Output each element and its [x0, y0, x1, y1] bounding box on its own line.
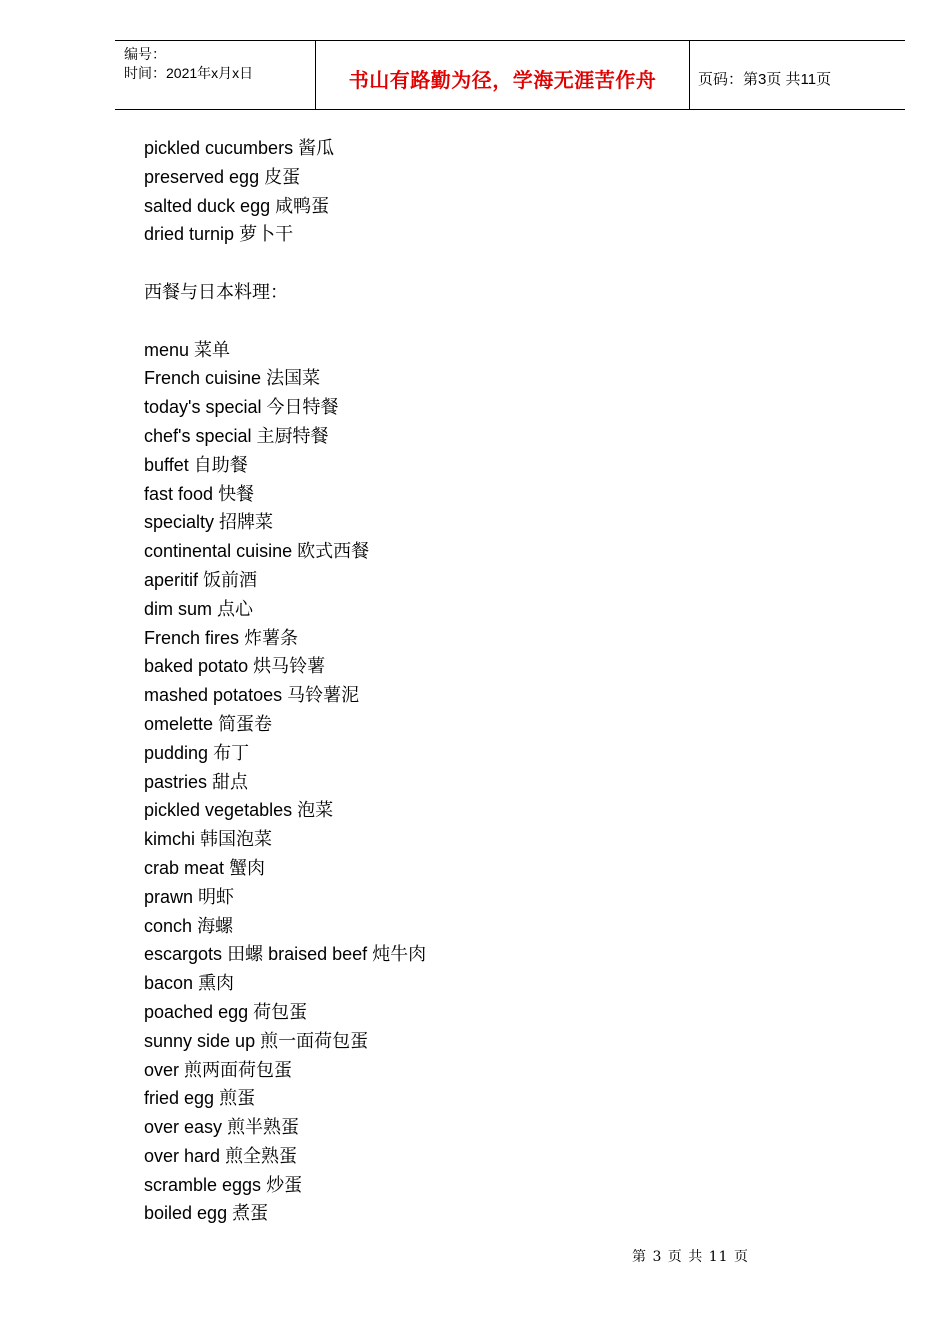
list-item: [144, 1171, 426, 1200]
term-cn: 蟹肉: [229, 857, 266, 879]
term-en: continental cuisine: [144, 541, 293, 562]
term-cn: 煎全熟蛋: [225, 1145, 298, 1167]
page-footer: 第 3 页 共 11 页: [632, 1249, 749, 1265]
section-title: [144, 278, 426, 307]
list-item: [144, 796, 426, 825]
list-item: [144, 393, 426, 422]
list-item: [144, 192, 426, 221]
term-cn: 招牌菜: [219, 512, 274, 534]
time-label: 时间：2021年x月x日: [124, 65, 254, 81]
list-item: [144, 1199, 426, 1228]
list-item: [144, 998, 426, 1027]
spacer: [144, 249, 426, 278]
list-item: [144, 710, 426, 739]
term-en: dried turnip: [144, 224, 235, 245]
page-header: [115, 40, 905, 110]
term-cn: 菜单: [194, 339, 231, 361]
list-item: [144, 1113, 426, 1142]
list-item: [144, 652, 426, 681]
list-item: [144, 451, 426, 480]
term-cn: 简蛋卷: [218, 713, 273, 735]
term-cn: 海螺: [197, 915, 234, 937]
header-motto: 书山有路勤为径，学海无涯苦作舟: [348, 69, 657, 92]
term-en: mashed potatoes: [144, 685, 283, 706]
term-en: omelette: [144, 713, 214, 734]
list-item: [144, 537, 426, 566]
list-item: [144, 336, 426, 365]
list-item: [144, 854, 426, 883]
term-cn: 田螺: [227, 944, 264, 966]
term-en: today's special: [144, 397, 262, 418]
term-cn: 皮蛋: [264, 166, 301, 188]
term-cn: 荷包蛋: [253, 1001, 308, 1023]
list-item: [144, 422, 426, 451]
term-cn: 甜点: [212, 771, 249, 793]
list-item: [144, 825, 426, 854]
term-en: fried egg: [144, 1088, 215, 1109]
term-cn: 萝卜干: [239, 224, 294, 246]
list-item: [144, 739, 426, 768]
term-en: baked potato: [144, 656, 249, 677]
term-en: pickled cucumbers: [144, 138, 294, 158]
term-en: conch: [144, 915, 193, 936]
term-en: pastries: [144, 771, 208, 792]
list-item: [144, 566, 426, 595]
term-cn: 炖牛肉: [372, 944, 427, 966]
term-en: poached egg: [144, 1001, 249, 1022]
section-title-text: 西餐与日本料理：: [144, 281, 288, 303]
term-cn: 煮蛋: [232, 1203, 269, 1225]
list-item: [144, 912, 426, 941]
list-item: [144, 624, 426, 653]
term-cn: 法国菜: [266, 368, 321, 390]
term-en: crab meat: [144, 857, 225, 878]
term-cn: 韩国泡菜: [200, 829, 273, 851]
term-en: preserved egg: [144, 166, 260, 187]
list-item: [144, 1084, 426, 1113]
term-cn: 炒蛋: [266, 1174, 303, 1196]
term-cn: 烘马铃薯: [253, 656, 326, 678]
term-cn: 煎半熟蛋: [227, 1117, 300, 1139]
term-en: sunny side up: [144, 1030, 256, 1051]
term-en: braised beef: [268, 944, 368, 965]
spacer: [144, 307, 426, 336]
term-cn: 煎蛋: [219, 1088, 256, 1110]
term-en: French fires: [144, 627, 240, 648]
term-en: aperitif: [144, 569, 199, 590]
term-cn: 布丁: [213, 742, 250, 764]
term-en: scramble eggs: [144, 1174, 262, 1195]
term-cn: 马铃薯泥: [287, 685, 360, 707]
list-item: [144, 768, 426, 797]
list-item: [144, 480, 426, 509]
term-cn: 煎一面荷包蛋: [260, 1030, 369, 1052]
term-en: over: [144, 1059, 180, 1080]
list-item: [144, 681, 426, 710]
term-cn: 点心: [217, 598, 254, 620]
term-en: fast food: [144, 483, 214, 504]
term-en: salted duck egg: [144, 195, 271, 216]
number-label: 编号：: [124, 46, 166, 62]
term-cn: 欧式西餐: [297, 541, 370, 563]
term-cn: 熏肉: [198, 973, 235, 995]
term-en: menu: [144, 339, 190, 360]
term-en: bacon: [144, 973, 194, 994]
term-en: French cuisine: [144, 368, 262, 389]
vocabulary-list: [144, 134, 426, 1228]
term-cn: 煎两面荷包蛋: [184, 1059, 293, 1081]
list-item: [144, 1056, 426, 1085]
term-cn: 泡菜: [297, 800, 334, 822]
term-cn: 主厨特餐: [256, 425, 329, 447]
term-en: over hard: [144, 1145, 221, 1166]
list-item: [144, 1027, 426, 1056]
term-cn: 饭前酒: [203, 569, 258, 591]
term-en: buffet: [144, 454, 189, 475]
list-item: [144, 508, 426, 537]
list-item: [144, 364, 426, 393]
term-en: specialty: [144, 512, 215, 533]
term-cn: 快餐: [218, 483, 255, 505]
term-en: over easy: [144, 1117, 223, 1138]
term-cn: 酱瓜: [298, 138, 335, 159]
term-en: pudding: [144, 742, 209, 763]
list-item: [144, 883, 426, 912]
term-cn: 今日特餐: [266, 397, 339, 419]
term-cn: 明虾: [198, 886, 235, 908]
header-meta: [115, 41, 315, 109]
list-item: [144, 1142, 426, 1171]
list-item: [144, 220, 426, 249]
term-cn: 咸鸭蛋: [275, 195, 330, 217]
term-en: pickled vegetables: [144, 800, 293, 821]
term-en: boiled egg: [144, 1203, 228, 1224]
list-item: [144, 940, 426, 969]
term-en: escargots: [144, 944, 223, 965]
header-page-info: 页码：第3页 共11页: [698, 70, 832, 88]
term-en: chef's special: [144, 425, 252, 446]
term-en: kimchi: [144, 829, 196, 850]
term-en: prawn: [144, 886, 194, 907]
term-en: dim sum: [144, 598, 213, 619]
list-item: [144, 595, 426, 624]
term-cn: 自助餐: [193, 454, 248, 476]
list-item: [144, 163, 426, 192]
list-item: [144, 969, 426, 998]
term-cn: 炸薯条: [244, 627, 299, 649]
list-item: [144, 134, 426, 163]
